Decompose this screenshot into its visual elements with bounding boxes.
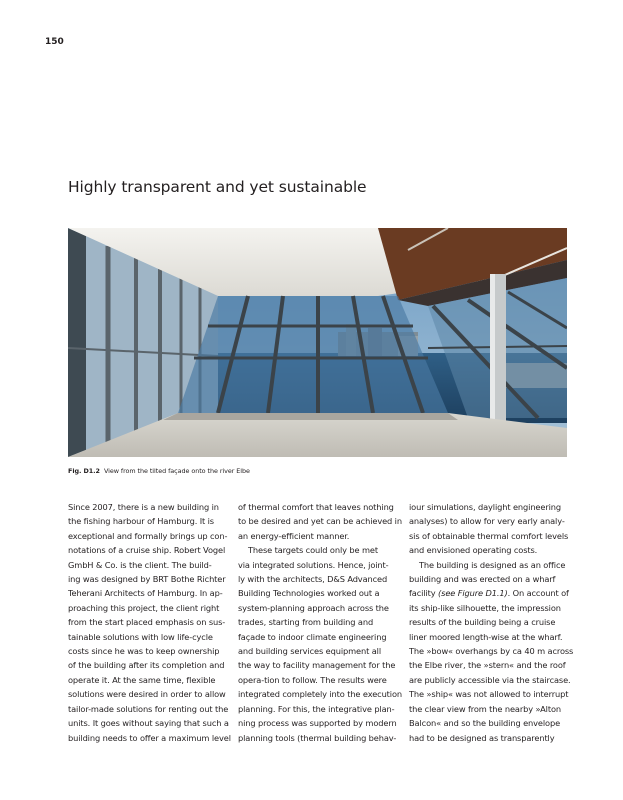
text-line: costs since he was to keep ownership <box>68 646 220 657</box>
text-line: Building Technologies worked out a <box>238 588 380 599</box>
text-line: and building services equipment all <box>238 646 381 657</box>
text-line: to be desired and yet can be achieved in <box>238 516 402 527</box>
text-line: operate it. At the same time, flexible <box>68 674 216 685</box>
text-line: liner moored length-wise at the wharf. <box>409 631 563 642</box>
text-line: analyses) to allow for very early analy- <box>409 516 565 527</box>
text-column-3 <box>409 500 574 745</box>
text-line: results of the building being a cruise <box>409 617 556 628</box>
text-line: of the building after its completion and <box>68 660 225 671</box>
section-heading: Highly transparent and yet sustainable <box>68 178 367 196</box>
text-line: ning process was supported by modern <box>238 718 397 729</box>
text-line: the Elbe river, the »stern« and the roof <box>409 660 566 671</box>
text-line: system-planning approach across the <box>238 602 389 613</box>
text-line-with-reference <box>409 586 569 600</box>
text-line: an energy-efficient manner. <box>238 530 350 541</box>
text-line: sis of obtainable thermal comfort levels <box>409 530 569 541</box>
text-line: The »bow« overhangs by ca 40 m across <box>409 646 574 657</box>
text-line: GmbH & Co. is the client. The build- <box>68 559 212 570</box>
text-line: façade to indoor climate engineering <box>238 631 387 642</box>
text-line: trades, starting from building and <box>238 617 374 628</box>
text-line: from the start placed emphasis on sus- <box>68 617 226 628</box>
figure-reference: (see Figure D1.1) <box>438 588 508 599</box>
text-line: iour simulations, daylight engineering <box>409 502 562 512</box>
text-line: are publicly accessible via the staircase. <box>409 674 571 685</box>
figure-photo <box>68 228 567 457</box>
text-line: proaching this project, the client right <box>68 602 220 613</box>
text-line: had to be designed as transparently <box>409 732 555 743</box>
text-column-2 <box>238 500 403 745</box>
text-line: integrated completely into the execution <box>238 689 403 700</box>
text-line: Balcon« and so the building envelope <box>409 718 561 729</box>
text-line: the fishing harbour of Hamburg. It is <box>68 516 214 527</box>
text-line: opera-tion to follow. The results were <box>238 674 387 685</box>
text-line: units. It goes without saying that such a <box>68 718 229 729</box>
text-line: tailor-made solutions for renting out the <box>68 703 229 714</box>
text-line: tainable solutions with low life-cycle <box>68 631 213 642</box>
text-line: building needs to offer a maximum level <box>68 732 231 743</box>
text-line: exceptional and formally brings up con- <box>68 530 228 541</box>
text-line: via integrated solutions. Hence, joint- <box>238 559 389 570</box>
figure-caption-text: View from the tilted façade onto the river Elbe <box>103 467 250 475</box>
text-line: ly with the architects, D&S Advanced <box>238 574 388 585</box>
text-line: The building is designed as an office <box>419 559 566 570</box>
text-line: notations of a cruise ship. Robert Vogel <box>68 545 226 556</box>
text-line: of thermal comfort that leaves nothing <box>238 502 394 512</box>
page-number: 150 <box>45 37 64 47</box>
text-line: Teherani Architects of Hamburg. In ap- <box>68 588 223 599</box>
text-fragment: facility <box>409 588 436 599</box>
text-line: planning tools (thermal building behav- <box>238 732 397 743</box>
text-line: building and was erected on a wharf <box>409 574 556 585</box>
text-line: its ship-like silhouette, the impression <box>409 602 561 613</box>
text-line: the clear view from the nearby »Alton <box>409 703 561 714</box>
text-line: Since 2007, there is a new building in <box>68 502 219 512</box>
figure-label: Fig. D1.2 <box>68 467 100 475</box>
text-line: planning. For this, the integrative plan- <box>238 703 395 714</box>
text-line: ing was designed by BRT Bothe Richter <box>68 574 226 585</box>
text-line: and envisioned operating costs. <box>409 545 538 556</box>
figure-caption <box>68 467 250 475</box>
text-column-1 <box>68 500 231 745</box>
text-line: solutions were desired in order to allow <box>68 689 226 700</box>
text-line: the way to facility management for the <box>238 660 396 671</box>
text-line: These targets could only be met <box>248 545 378 556</box>
text-fragment: . On account of <box>507 588 569 599</box>
text-line: The »ship« was not allowed to interrupt <box>409 689 569 700</box>
